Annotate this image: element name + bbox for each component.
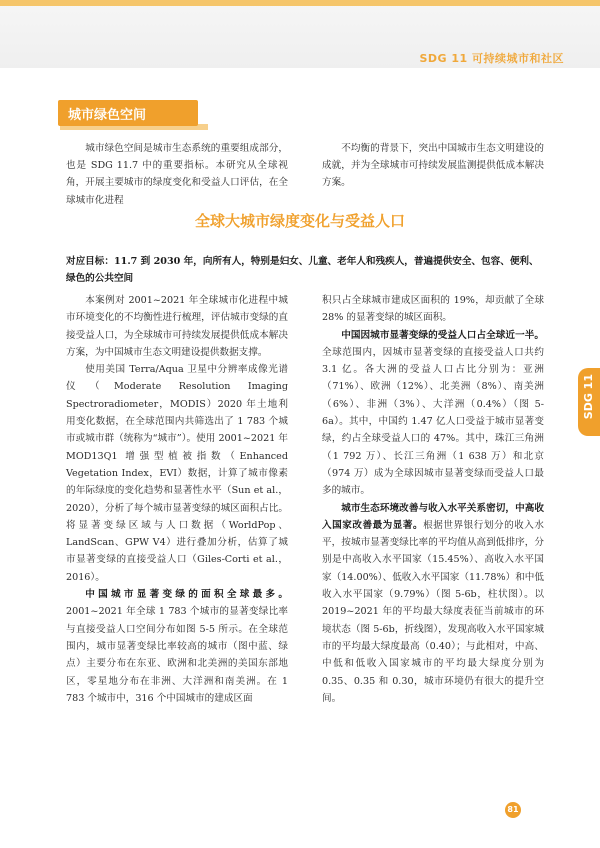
- intro-right-paragraph: 不均衡的背景下，突出中国城市生态文明建设的成就，并为全球城市可持续发展监测提供低成本解决方案。: [322, 143, 544, 189]
- body-paragraph: [322, 500, 544, 708]
- case-title: 全球大城市绿度变化与受益人口: [194, 212, 405, 230]
- sdg-side-tab-label: SDG 11: [582, 374, 595, 420]
- left-column: [66, 292, 288, 707]
- header-stripe: [0, 0, 600, 6]
- target-statement: [66, 254, 546, 287]
- paragraph-text: 本案例对 2001~2021 年全球城市化进程中城市环境变化的不均衡性进行梳理，评估城市变绿的直接受益人口，为全球城市可持续发展提供低成本解决方案，为中国城市生态文明建设提供数据支撑。: [66, 295, 288, 358]
- body-paragraph: [66, 292, 288, 361]
- paragraph-text: 2001~2021 年全球 1 783 个城市的显著变绿比率与直接受益人口空间分布如图 5-5 所示。在全球范围内，城市显著变绿比率较高的城市（图中蓝、绿点）主要分布在东亚、欧洲和北美洲的美国东部地区，零星地分布在非洲、大洋洲和南美洲。在 1 783 个城市中，316 个中国城市的建成区面: [66, 606, 288, 704]
- paragraph-text: 积只占全球城市建成区面积的 19%，却贡献了全球 28% 的显著变绿的城区面积。: [322, 295, 544, 324]
- target-text: 11.7 到 2030 年，向所有人，特别是妇女、儿童、老年人和残疾人，普遍提供安全、包容、便利、绿色的公共空间: [66, 256, 539, 284]
- paragraph-text: 根据世界银行划分的收入水平，按城市显著变绿比率的平均值从高到低排序，分别是中高收入水平国家（15.45%）、高收入水平国家（14.00%）、低收入水平国家（11.78%）和中低收入水平国家（9.79%）（图 5-6b，柱状图）。以 2019~2021 年的平均最大绿度表征当前城市的环境状态（图 5-6b，折线图），发现高收入水平国家城市的平均最大绿度最高（0.40）；与此相对，中高、中低和低收入国家城市的平均最大绿度分别为 0.35、0.35 和 0.30，城市环境仍有很大的提升空间。: [322, 519, 545, 704]
- paragraph-lead: 中国城市显著变绿的面积全球最多。: [85, 589, 288, 601]
- paragraph-text: 使用美国 Terra/Aqua 卫星中分辨率成像光谱仪（Moderate Resolution Imaging Spectroradiometer，MODIS）2020 年土地利用变化数据，在全球范围内共筛选出了 1 783 个城市或城市群（统称为“城市”）。使用 2001~2021 年 MOD13Q1 增强型植被指数（Enhanced Vegetation Index，EVI）数据，计算了城市像素的年际绿度的变化趋势和显著性水平（Sun et al.，2020），分析了每个城市显著变绿的城区面积占比。将显著变绿区域与人口数据（WorldPop、LandScan、GPW V4）进行叠加分析，估算了城市显著变绿的直接受益人口（Giles-Corti et al.，2016）。: [66, 364, 288, 583]
- intro-left-paragraph: 城市绿色空间是城市生态系统的重要组成部分，也是 SDG 11.7 中的重要指标。本研究从全球视角，开展主要城市的绿度变化和受益人口评估，在全球城市化进程: [66, 143, 288, 206]
- body-paragraph: [66, 586, 288, 707]
- body-paragraph: [66, 361, 288, 586]
- sdg-side-tab: [578, 368, 600, 436]
- right-column: [322, 292, 544, 707]
- paragraph-text: 全球范围内，因城市显著变绿的直接受益人口共约 3.1 亿。各大洲的受益人口占比分别为：亚洲（71%）、欧洲（12%）、北美洲（8%）、南美洲（6%）、非洲（3%）、大洋洲（0.4%）（图 5-6a）。其中，中国约 1.47 亿人口受益于城市显著变绿，约占全球受益人口的 47%。其中，珠江三角洲（1 792 万）、长江三角洲（1 638 万）和北京（974 万）成为全球因城市显著变绿而受益人口最多的城市。: [322, 346, 544, 497]
- paragraph-lead: 中国因城市显著变绿的受益人口占全球近一半。: [341, 329, 544, 341]
- running-header: SDG 11 可持续城市和社区: [419, 52, 564, 65]
- body-paragraph: [322, 327, 544, 500]
- body-paragraph: [322, 292, 544, 327]
- section-heading-tab: [58, 100, 198, 126]
- target-label: 对应目标：: [66, 256, 114, 267]
- page-number: 81: [505, 802, 521, 818]
- paragraph-lead: 城市生态环境改善与收入水平关系密切，中高收入国家改善最为显著。: [322, 502, 544, 531]
- section-heading: 城市绿色空间: [68, 108, 147, 123]
